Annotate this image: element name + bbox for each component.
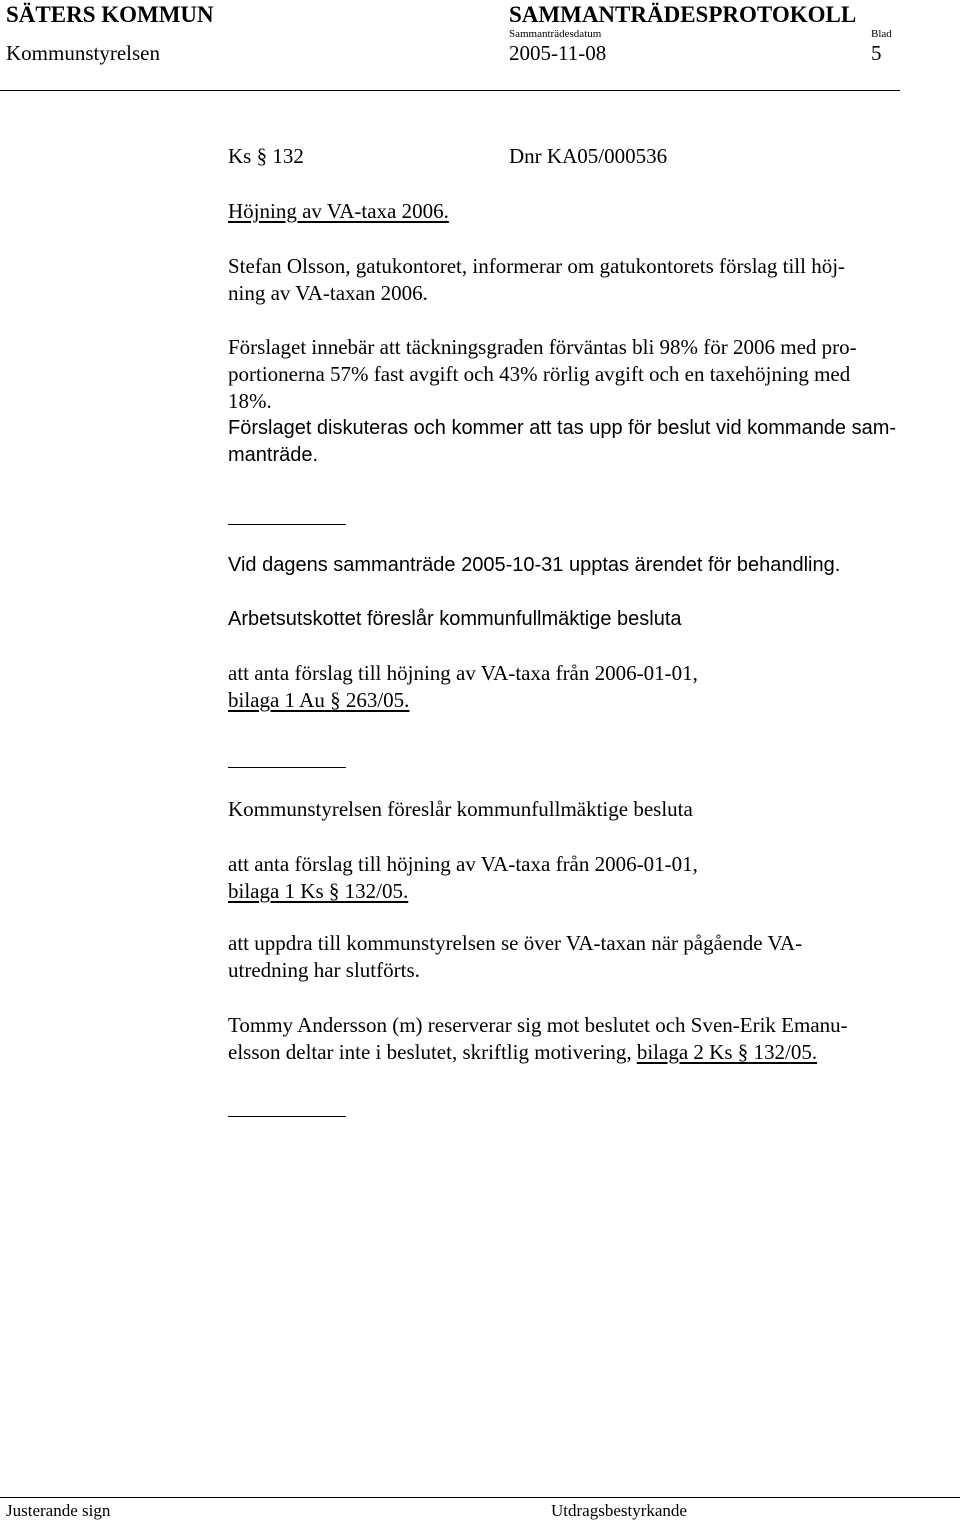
section-sign-icon: §: [737, 1040, 749, 1064]
au-attachment-ref: bilaga 1 Au § 263/05.: [228, 688, 410, 712]
paragraph-discussion: Förslaget diskuteras och kommer att tas upp för beslut vid kommande sam- manträde.: [228, 417, 897, 466]
header-rule: [0, 90, 900, 91]
ks-attachment-ref: bilaga 1 Ks § 132/05.: [228, 879, 409, 903]
footer-sign-label: Justerande sign: [6, 1501, 111, 1520]
page-label: Blad: [871, 28, 892, 40]
paragraph-ref: Ks § 132: [228, 144, 304, 168]
document-type: SAMMANTRÄDESPROTOKOLL: [509, 2, 857, 27]
diary-number: Dnr KA05/000536: [509, 144, 668, 168]
ks-decision: att anta förslag till höjning av VA-taxa från 2006-01-01, bilaga 1 Ks § 132/05.: [228, 851, 938, 905]
footer-rule: [0, 1497, 960, 1498]
paragraph-au-proposal: Arbetsutskottet föreslår kommunfullmäktige besluta: [228, 608, 682, 630]
meeting-date: 2005-11-08: [509, 41, 607, 65]
footer-certification-label: Utdragsbestyrkande: [551, 1501, 687, 1520]
reservation-paragraph: Tommy Andersson (m) reserverar sig mot beslutet och Sven-Erik Emanu- elsson deltar inte i beslutet, skriftlig motivering, bilaga 2 Ks § 132/05.: [228, 1013, 848, 1064]
ks-assignment: att uppdra till kommunstyrelsen se över VA-taxan när pågående VA- utredning har slutförts.: [228, 931, 803, 982]
page-number: 5: [871, 41, 882, 65]
paragraph-proposal: Förslaget innebär att täckningsgraden förväntas bli 98% för 2006 med pro- portionerna 57% fast avgift och 43% rörlig avgift och en taxehöjning med 18%.: [228, 335, 857, 413]
separator-1: [228, 524, 346, 525]
separator-3: [228, 1116, 346, 1117]
section-sign-icon: §: [328, 879, 340, 903]
section-sign-icon: §: [256, 144, 268, 168]
municipality-name: SÄTERS KOMMUN: [6, 2, 214, 27]
section-sign-icon: §: [330, 688, 341, 712]
paragraph-ks-proposal: Kommunstyrelsen föreslår kommunfullmäktige besluta: [228, 797, 693, 821]
separator-2: [228, 767, 346, 768]
committee-name: Kommunstyrelsen: [6, 41, 160, 65]
au-decision: att anta förslag till höjning av VA-taxa från 2006-01-01, bilaga 1 Au § 263/05.: [228, 660, 938, 714]
case-title: Höjning av VA-taxa 2006.: [228, 199, 449, 223]
paragraph-meeting: Vid dagens sammanträde 2005-10-31 upptas ärendet för behandling.: [228, 554, 841, 576]
paragraph-info: Stefan Olsson, gatukontoret, informerar om gatukontorets förslag till höj- ning av VA-taxan 2006.: [228, 254, 846, 305]
meeting-date-label: Sammanträdesdatum: [509, 28, 602, 40]
reservation-attachment-ref: bilaga 2 Ks § 132/05.: [636, 1040, 818, 1064]
